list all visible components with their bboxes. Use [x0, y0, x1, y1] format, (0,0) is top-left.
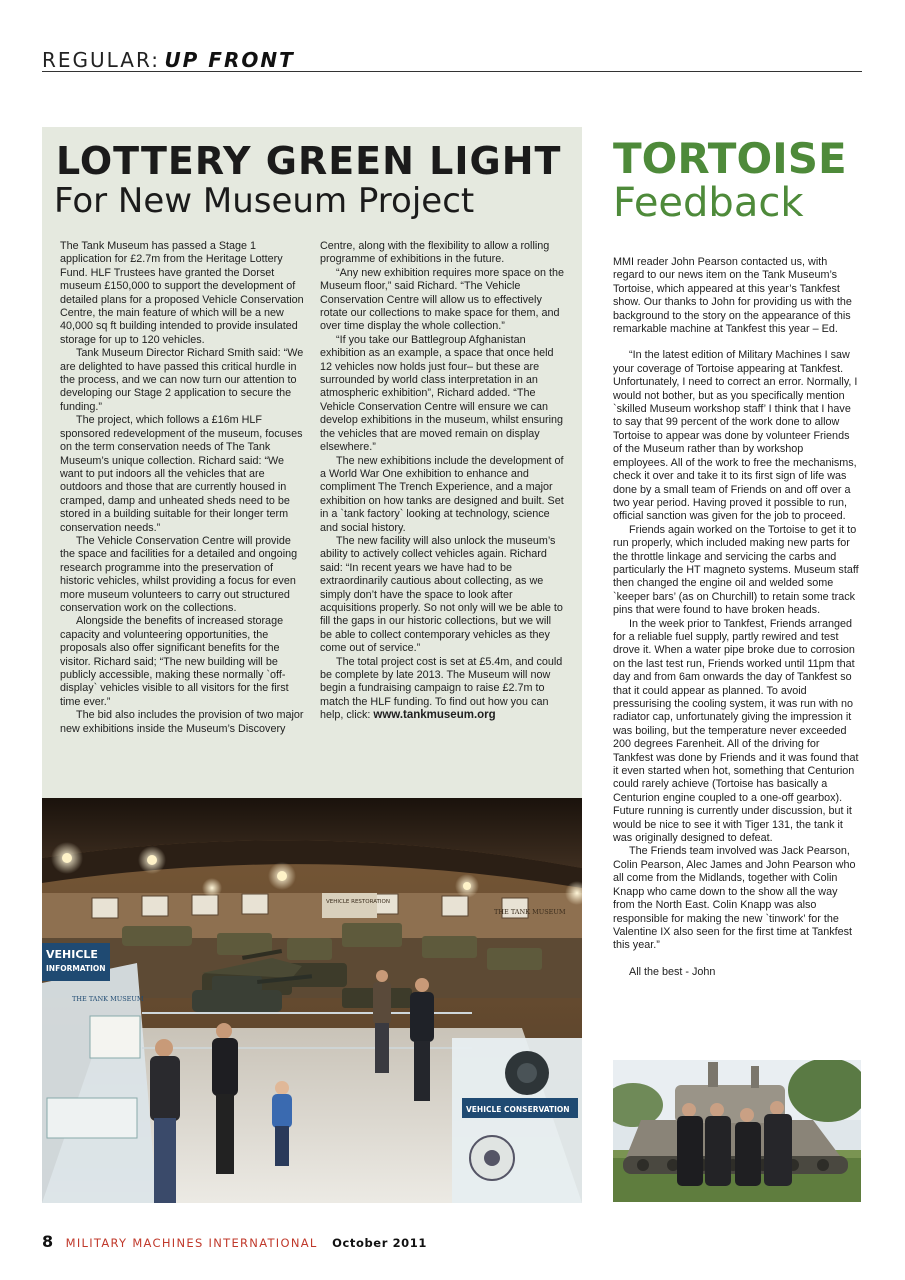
tortoise-signoff: All the best - John	[629, 965, 716, 978]
section-name: UP FRONT	[164, 48, 295, 72]
lottery-paragraph: The project, which follows a £16m HLF sponsored redevelopment of the museum, focuses on the term conservation needs of The Tank Museum’s unique collection. Richard said: “We want to put indoors all the vehicles that are outdoors and those that are currently housed in cramped, damp and unheated sheds need to be stored in a building suitable for their longer term conservation needs.”	[60, 414, 303, 534]
tortoise-intro: MMI reader John Pearson contacted us, with regard to our news item on the Tank Museum’s Tortoise, which appeared at this year’s Tankfest show. Our thanks to John for providing us with the background to the story on the appearance of this remarkable machine at Tankfest this year – Ed.	[613, 256, 852, 336]
tortoise-paragraph: “In the latest edition of Military Machines I saw your coverage of Tortoise appearing at Tankfest. Unfortunately, I need to correct an error. Normally, I would not bother, but as you specifically mention `skilled Museum workshop staff’ I think that I have to say that 99 percent of the work done to allow Tortoise to appear was done by volunteer Friends of the Museum rather than by workshop employees. All of the work to free the mechanisms, check it over and take it to its first sign of life was done by a small team of Friends on and off over a two year period. Having proved it possible to run, official sanction was given for the job to proceed.	[613, 349, 858, 523]
sign-tank-museum: THE TANK MUSEUM	[72, 995, 144, 1003]
lottery-paragraph: The bid also includes the provision of two major new exhibitions inside the Museum’s Discovery	[60, 709, 304, 735]
lottery-paragraph: Alongside the benefits of increased storage capacity and volunteering opportunities, the proposals also offer significant benefits for the visitor. Richard said; “The new building will be publicly accessible, making these normally `off-display` vehicles visible to all visitors for the first time ever.”	[60, 615, 289, 708]
section-header	[42, 48, 862, 72]
lottery-paragraph: The Tank Museum has passed a Stage 1 application for £2.7m from the Heritage Lottery Fund. HLF Trustees have granted the Dorset museum £150,000 to support the development of detailed plans for a proposed Vehicle Conservation Centre, the main feature of which will be a new 40,000 sq ft building intended to provide insulated storage for up to 120 vehicles.	[60, 240, 304, 346]
tortoise-tank-photo	[613, 1060, 861, 1202]
tortoise-tank-illustration	[613, 1060, 861, 1202]
tankmuseum-link[interactable]: www.tankmuseum.org	[373, 709, 496, 722]
lottery-paragraph-text: The total project cost is set at £5.4m, and could be complete by late 2013. The Museum will now begin a fundraising campaign to raise £2.7m to match the HLF funding. To find out how you can help, click:	[320, 655, 563, 722]
lottery-paragraph: The Vehicle Conservation Centre will provide the space and facilities for a detailed and ongoing research programme into the preservation of historic vehicles, whilst providing a focus for even more museum volunteers to carry out structured conservation work on the collections.	[60, 534, 298, 614]
sign-conservation: VEHICLE CONSERVATION	[466, 1105, 570, 1114]
lottery-paragraph: Tank Museum Director Richard Smith said: “We are delighted to have passed this critical hurdle in the process, and we can now turn our attention to developing our Stage 2 application to secure the funding.”	[60, 347, 304, 413]
museum-interior-photo	[42, 798, 582, 1203]
museum-interior-illustration	[42, 798, 582, 1203]
lottery-paragraph: “If you take our Battlegroup Afghanistan exhibition as an example, a space that once held 12 vehicles now holds just four– but these are surrounded by world class interpretation in an atmospheric exhibition”, Richard added. “The Vehicle Conservation Centre will ensure we can develop exhibitions in the museum, whilst ensuring the vehicles that are moved remain on display elsewhere.”	[320, 333, 564, 454]
magazine-name: MILITARY MACHINES INTERNATIONAL	[65, 1236, 318, 1250]
tortoise-paragraph: In the week prior to Tankfest, Friends arranged for a reliable fuel supply, partly rewired and test drove it. When a water pipe broke due to corrosion on the last test run, Friends worked until 11pm that day and from 6am onwards the day of Tankfest so that it could appear as planned. To avoid pressurising the cooling system, it was run with no radiator cap, unfortunately giving the impression it was boiling, but the temperature never exceeded 200 degrees Farenheit. All of the driving for Tankfest was done by Friends and it was found that it even started when hot, something that Centurion could rarely achieve (Tortoise has basically a Centurion engine coupled to a one-off gearbox). Future running is currently under discussion, but it would be nice to see it with Tiger 131, the tank it was originally designed to defeat.	[613, 617, 859, 845]
spacer	[613, 336, 861, 349]
sign-vehicle: VEHICLE	[46, 948, 98, 961]
lottery-column-1	[60, 240, 304, 736]
sign-information: INFORMATION	[46, 964, 106, 973]
spacer	[613, 953, 861, 966]
lottery-headline: LOTTERY GREEN LIGHT	[56, 139, 562, 183]
issue-date: October 2011	[332, 1236, 427, 1250]
sign-restoration: VEHICLE RESTORATION	[326, 899, 390, 905]
page-number: 8	[42, 1232, 54, 1251]
tortoise-paragraph: The Friends team involved was Jack Pearson, Colin Pearson, Alec James and John Pearson who all come from the Midlands, together with Colin Knapp who came down to the show all the way from the North East. Colin Knapp was also responsible for making the new `tinwork’ for the Valentine IX also seen for the first time at Tankfest this year.”	[613, 845, 856, 952]
tortoise-column	[613, 256, 861, 979]
lottery-paragraph: Centre, along with the flexibility to allow a rolling programme of exhibitions in the future.	[320, 240, 550, 266]
tortoise-subheadline: Feedback	[613, 180, 804, 226]
section-label: REGULAR:	[42, 48, 160, 72]
tortoise-headline: TORTOISE	[613, 134, 847, 183]
lottery-column-2	[320, 240, 566, 723]
lottery-paragraph-final	[320, 656, 566, 723]
lottery-paragraph: The new exhibitions include the development of a World War One exhibition to enhance and compliment The Trench Experience, and a major exhibition on how tanks are designed and built. Set in a `tank factory` looking at technology, science and social history.	[320, 454, 564, 534]
lottery-paragraph: “Any new exhibition requires more space on the Museum floor,” said Richard. “The Vehicle Conservation Centre will allow us to effectively rotate our collections to make space for them, and over time display the whole collection.”	[320, 266, 565, 333]
sign-tank-museum-2: THE TANK MUSEUM	[494, 908, 566, 916]
lottery-subheadline: For New Museum Project	[54, 181, 475, 221]
page-footer	[42, 1232, 642, 1252]
lottery-paragraph: The new facility will also unlock the museum’s ability to actively collect vehicles again. Richard said: “In recent years we have had to be extraordinarily cautious about collecting, as we simply don’t have the space to look after acquisitions properly. So not only will we be able to fill the gaps in our historic collections, but we will be able to collect contemporary vehicles as they come out of service.”	[320, 534, 563, 655]
tortoise-paragraph: Friends again worked on the Tortoise to get it to run properly, which included making new parts for the throttle linkage and servicing the carbs and particularly the HT magneto systems. Museum staff then changed the engine oil and welded some `keeper bars’ (as on Churchill) to retain some track pins that were found to have broken heads.	[613, 523, 859, 617]
